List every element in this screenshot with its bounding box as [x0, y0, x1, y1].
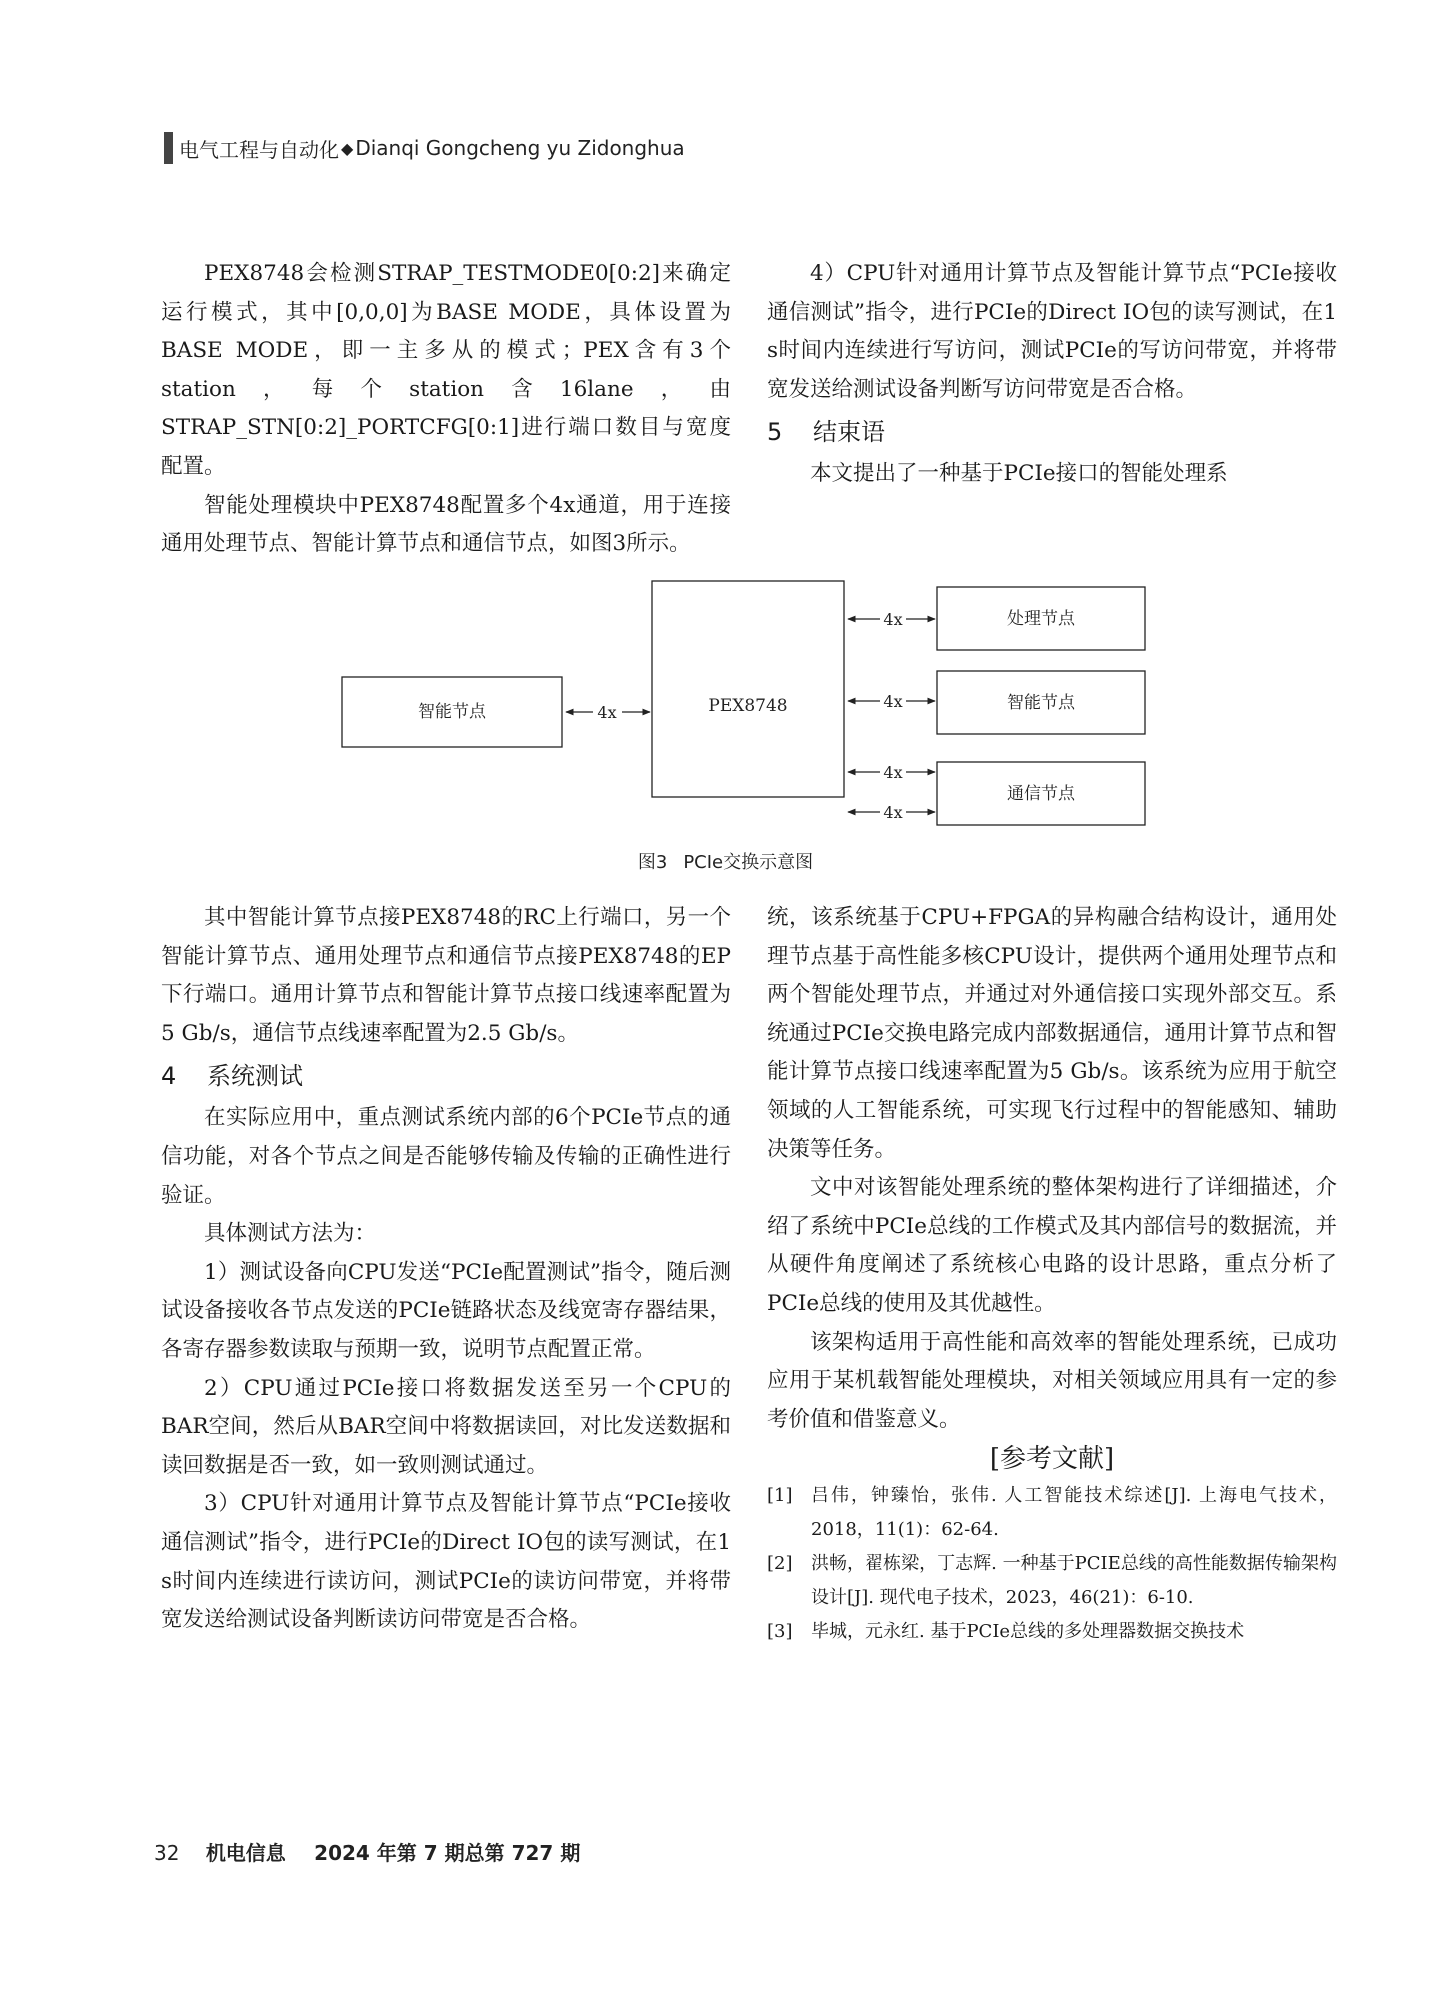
paragraph: PEX8748会检测STRAP_TESTMODE0[0:2]来确定运行模式，其中[0,0,0]为BASE MODE，具体设置为BASE MODE，即一主多从的模式；PEX含有3个station，每个station含16lane，由STRAP_STN[0:2]_PORTCFG[0:1]进行端口数目与宽度配置。: [161, 261, 731, 479]
right-node-label-3: 通信节点: [1007, 784, 1075, 804]
reference-item: [767, 1615, 1337, 1649]
page-number: 32: [154, 1841, 180, 1865]
paragraph: 3）CPU针对通用计算节点及智能计算节点“PCIe接收通信测试”指令，进行PCIe的Direct IO包的读写测试，在1 s时间内连续进行读访问，测试PCIe的读访问带宽，并将带宽发送给测试设备判断读访问带宽是否合格。: [161, 1491, 731, 1633]
section-number: 5: [767, 418, 783, 447]
paragraph: 其中智能计算节点接PEX8748的RC上行端口，另一个智能计算节点、通用处理节点和通信节点接PEX8748的EP下行端口。通用计算节点和智能计算节点接口线速率配置为5 Gb/s，通信节点线速率配置为2.5 Gb/s。: [161, 905, 731, 1046]
footer-issue: 2024 年第 7 期总第 727 期: [314, 1841, 581, 1865]
paragraph: 1）测试设备向CPU发送“PCIe配置测试”指令，随后测试设备接收各节点发送的PCIe链路状态及线宽寄存器结果，各寄存器参数读取与预期一致，说明节点配置正常。: [161, 1259, 731, 1362]
journal-name-pinyin: Dianqi Gongcheng yu Zidonghua: [355, 136, 685, 160]
section-number: 4: [161, 1062, 177, 1091]
right-column-bottom: [767, 899, 1337, 1649]
footer-journal: 机电信息: [205, 1841, 286, 1865]
link-label: 4x: [597, 703, 617, 722]
reference-item: [767, 1547, 1337, 1615]
paragraph: 统，该系统基于CPU+FPGA的异构融合结构设计，通用处理节点基于高性能多核CPU设计，提供两个通用处理节点和两个智能处理节点，并通过对外通信接口实现外部交互。系统通过PCIe交换电路完成内部数据通信，通用计算节点和智能计算节点接口线速率配置为5 Gb/s。该系统为应用于航空领域的人工智能系统，可实现飞行过程中的智能感知、辅助决策等任务。: [767, 905, 1337, 1162]
figure-title: PCIe交换示意图: [683, 852, 814, 873]
paragraph: 本文提出了一种基于PCIe接口的智能处理系: [810, 461, 1228, 487]
center-node-label: PEX8748: [708, 696, 788, 716]
running-header: [164, 132, 685, 164]
paragraph: 该架构适用于高性能和高效率的智能处理系统，已成功应用于某机载智能处理模块，对相关领域应用具有一定的参考价值和借鉴意义。: [767, 1329, 1337, 1432]
center-node-box: [652, 581, 844, 797]
link-label: 4x: [883, 763, 903, 782]
reference-text: 洪畅，翟栋梁，丁志辉. 一种基于PCIE总线的高性能数据传输架构设计[J]. 现代电子技术，2023，46(21)：6-10.: [811, 1553, 1337, 1609]
link-label: 4x: [883, 610, 903, 629]
left-node-label: 智能节点: [418, 702, 486, 722]
paragraph: 在实际应用中，重点测试系统内部的6个PCIe节点的通信功能，对各个节点之间是否能够传输及传输的正确性进行验证。: [161, 1105, 731, 1208]
figure-number: 图3: [637, 852, 668, 873]
section-title: 系统测试: [207, 1062, 303, 1091]
section-heading-5: [767, 409, 1337, 455]
reference-item: [767, 1479, 1337, 1547]
link-label: 4x: [883, 803, 903, 822]
link-label: 4x: [883, 692, 903, 711]
right-column-top: [767, 255, 1337, 494]
page-footer: [154, 1837, 580, 1866]
paragraph: 2）CPU通过PCIe接口将数据发送至另一个CPU的BAR空间，然后从BAR空间中将数据读回，对比发送数据和读回数据是否一致，如一致则测试通过。: [161, 1375, 731, 1478]
paragraph: 具体测试方法为：: [204, 1221, 377, 1247]
right-node-label-1: 处理节点: [1007, 609, 1075, 629]
header-bar: [164, 132, 173, 164]
figure-pcie-switch: [0, 575, 1451, 885]
paragraph: 智能处理模块中PEX8748配置多个4x通道，用于连接通用处理节点、智能计算节点和通信节点，如图3所示。: [161, 492, 731, 557]
figure-caption: [0, 848, 1451, 874]
paragraph: 文中对该智能处理系统的整体架构进行了详细描述，介绍了系统中PCIe总线的工作模式及其内部信号的数据流，并从硬件角度阐述了系统核心电路的设计思路，重点分析了PCIe总线的使用及其优越性。: [767, 1175, 1337, 1316]
journal-name-cn: 电气工程与自动化: [179, 137, 339, 162]
reference-index: [2]: [767, 1553, 793, 1575]
left-column-bottom: [161, 899, 731, 1640]
left-column-top: [161, 255, 731, 564]
header-separator: ◆: [341, 138, 354, 158]
reference-text: 毕城，元永红. 基于PCIe总线的多处理器数据交换技术: [811, 1621, 1245, 1643]
section-heading-4: [161, 1053, 731, 1099]
reference-index: [3]: [767, 1621, 793, 1643]
reference-text: 吕伟，钟臻怡，张伟. 人工智能技术综述[J]. 上海电气技术，2018，11(1)：62-64.: [811, 1485, 1337, 1541]
paragraph: 4）CPU针对通用计算节点及智能计算节点“PCIe接收通信测试”指令，进行PCIe的Direct IO包的读写测试，在1 s时间内连续进行写访问，测试PCIe的写访问带宽，并将带宽发送给测试设备判断写访问带宽是否合格。: [767, 261, 1337, 402]
section-title: 结束语: [813, 418, 885, 447]
right-node-label-2: 智能节点: [1007, 693, 1075, 713]
reference-index: [1]: [767, 1485, 793, 1507]
references-heading: [参考文献]: [989, 1444, 1115, 1475]
